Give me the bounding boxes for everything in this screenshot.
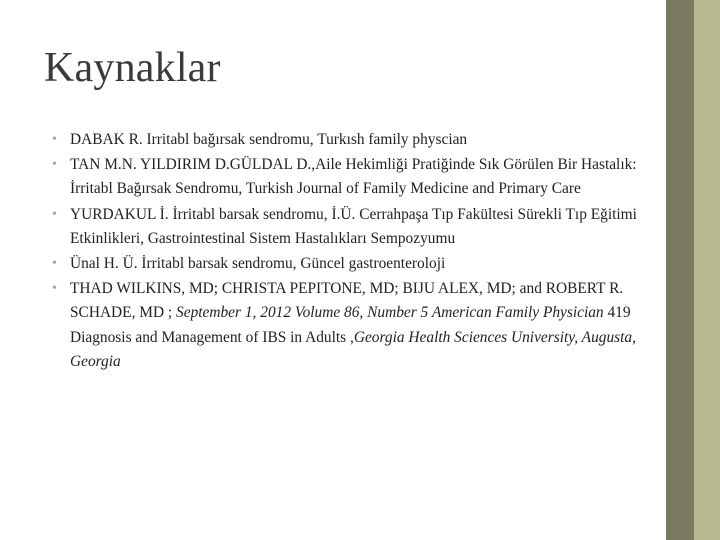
side-bar-light xyxy=(694,0,720,540)
reference-item-2 xyxy=(52,153,652,201)
bullet-icon: • xyxy=(52,157,57,173)
reference-item-3 xyxy=(52,203,652,251)
slide-title: Kaynaklar xyxy=(44,45,221,91)
reference-item-4 xyxy=(52,252,652,276)
reference-text: YURDAKUL İ. İrritabl barsak sendromu, İ.Ü. Cerrahpaşa Tıp Fakültesi Sürekli Tıp Eğitimi Etkinlikleri, Gastrointestinal Sistem Hastalıkları Sempozyumu xyxy=(70,205,637,247)
reference-text: TAN M.N. YILDIRIM D.GÜLDAL D.,Aile Hekimliği Pratiğinde Sık Görülen Bir Hastalık: İrritabl Bağırsak Sendromu, Turkish Journal of Family Medicine and Primary Care xyxy=(70,156,637,198)
reference-text: Ünal H. Ü. İrritabl barsak sendromu, Güncel gastroenteroloji xyxy=(70,255,446,273)
bullet-icon: • xyxy=(52,132,57,147)
reference-institution: Georgia Health Sciences University, Augusta, Georgia xyxy=(70,328,636,370)
reference-text: DABAK R. Irritabl bağırsak sendromu, Turkısh family physcian xyxy=(70,131,468,148)
bullet-icon: • xyxy=(52,206,57,222)
reference-item-5 xyxy=(52,277,652,374)
bullet-icon: • xyxy=(52,256,57,272)
reference-authors: THAD WILKINS, MD; CHRISTA PEPITONE, MD; BIJU ALEX, MD; and ROBERT R. SCHADE, MD ; xyxy=(70,280,624,322)
reference-list xyxy=(52,128,652,375)
reference-journal: September 1, 2012 Volume 86, Number 5 American Family Physician xyxy=(176,304,604,322)
bullet-icon: • xyxy=(52,281,57,297)
reference-item-1 xyxy=(52,128,652,152)
reference-article-title: 419 Diagnosis and Management of IBS in Adults , xyxy=(70,304,631,346)
side-bar-dark xyxy=(666,0,694,540)
